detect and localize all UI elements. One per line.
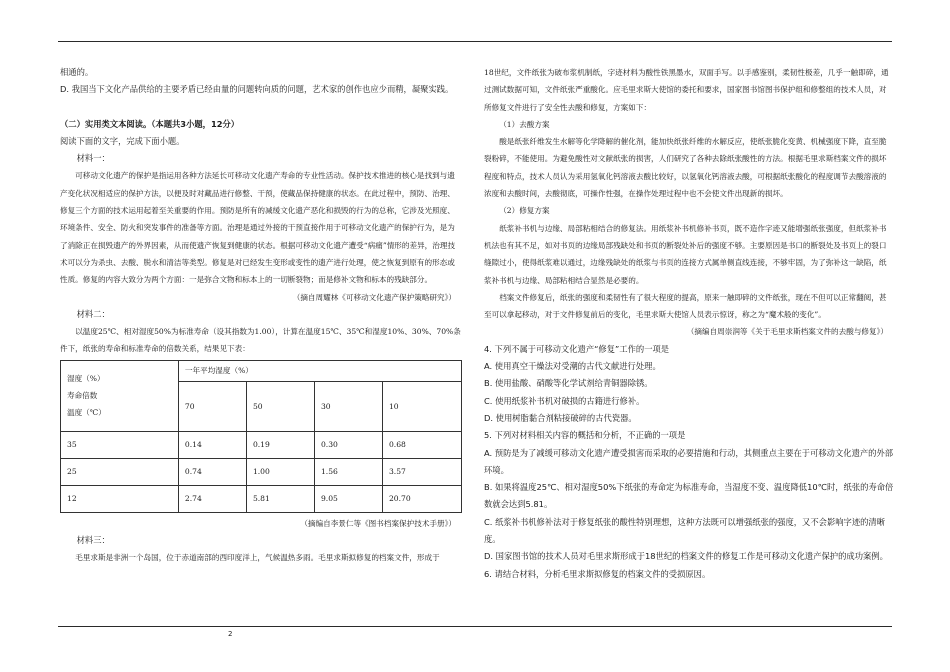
question-5-option-a: A. 预防是为了减缓可移动文化遗产遭受损害而采取的必要措施和行动，其侧重点主要在于可移动文化遗产的外部环境。	[484, 447, 894, 475]
question-5-option-b: B. 如果将温度25℃、相对湿度50%下纸张的寿命定为标准寿命，当湿度不变、温度降低10℃时，纸张的寿命倍数就会达到5.81。	[484, 482, 894, 510]
plan-2-title: （2）修复方案	[499, 206, 550, 216]
question-5-option-c: C. 纸浆补书机修补法对于修复纸张的酸性特别理想，这种方法既可以增强纸张的强度，又不会影响字迹的清晰度。	[484, 516, 886, 545]
plan-1-title: （1）去酸方案	[499, 119, 550, 129]
header-temperature: 温度（℃）	[67, 408, 106, 418]
material-2-text: 以温度25℃、相对湿度50%为标准寿命（设其指数为1.00），计算在温度15℃、35℃和湿度10%、30%、70%条件下，纸张的寿命和标准寿命的倍数关系，结果见下表：	[60, 327, 461, 354]
material-3-text: 毛里求斯是非洲一个岛国，位于赤道南部的西印度洋上，气候温热多雨。毛里求斯拟修复的档案文件，形成于	[75, 553, 440, 563]
instruction: 阅读下面的文字，完成下面小题。	[60, 135, 185, 146]
table-cell: 2.74	[178, 485, 246, 512]
col-header-70: 70	[178, 381, 246, 431]
plan-2-text-2: 档案文件修复后，纸张的强度和柔韧性有了很大程度的提高，原来一触即碎的文件纸张，现在不但可以正常翻阅，甚至可以拿起移动，对于文件修复前后的变化，毛里求斯大使馆人员表示惊讶，称之为“魔术般的变化”。	[484, 292, 887, 320]
question-5: 5. 下列对材料相关内容的概括和分析，不正确的一项是	[484, 430, 686, 441]
paper-life-table	[60, 360, 462, 513]
table-cell: 0.19	[246, 431, 314, 458]
question-4: 4. 下列不属于可移动文化遗产“修复”工作的一项是	[484, 343, 670, 354]
section-title: （二）实用类文本阅读。（本题共3小题，12分）	[60, 118, 240, 129]
material-3-source: （摘编自周崇润等《关于毛里求斯档案文件的去酸与修复》）	[686, 327, 888, 337]
page-number: 2	[228, 630, 233, 638]
table-row	[61, 458, 462, 485]
col-header-10: 10	[382, 381, 461, 431]
col-header-30: 30	[314, 381, 382, 431]
row-temp-35: 35	[61, 431, 179, 458]
plan-2-text: 纸浆补书机与边缘、局部粘相结合的修复法。用纸浆补书机修补书页，既不造作字迹又能增强纸张强度，但纸浆补书机法也有其不足，如对书页的边缘局部残缺处和书页的断裂处补后的强度不够。主要原因是书口的断裂处及书页上的裂口缝隙过小，使得纸浆难以通过，边缘残缺处的纸浆与书页的连接方式属单侧直线连接，不够牢固，为了弥补这一缺陷，纸浆补书机与边缘、局部粘相结合显然是必要的。	[484, 223, 887, 285]
table-cell: 0.68	[382, 431, 461, 458]
question-4-option-d: D. 使用树脂黏合剂粘接破碎的古代瓷器。	[484, 412, 637, 423]
table-cell: 20.70	[382, 485, 461, 512]
header-humidity: 湿度（%）	[67, 374, 105, 384]
footer-rule	[58, 626, 892, 627]
right-column	[484, 64, 894, 583]
table-cell: 0.14	[178, 431, 246, 458]
material-1-source: （摘自周耀林《可移动文化遗产保护策略研究》）	[292, 292, 456, 302]
table-cell: 0.30	[314, 431, 382, 458]
paragraph-tail: 相通的。	[60, 67, 94, 77]
question-6: 6. 请结合材料，分析毛里求斯拟修复的档案文件的受损原因。	[484, 568, 711, 579]
question-4-option-a: A. 使用真空干燥法对受潮的古代文献进行处理。	[484, 361, 661, 372]
table-cell: 1.56	[314, 458, 382, 485]
material-3-label: 材料三：	[76, 535, 110, 546]
material-2-label: 材料二：	[76, 308, 110, 319]
table-cell: 3.57	[382, 458, 461, 485]
plan-1-text: 酸是纸张纤维发生水解等化学降解的催化剂，能加快纸张纤维的水解反应，使纸张脆化变黄、机械强度下降，直至脆裂粉碎，不能使用。为避免酸性对文献纸张的损害，人们研究了各种去除纸张酸性的方法。根据毛里求斯档案文件的损坏程度和特点，技术人员认为采用氢氧化钙溶液去酸比较好，以氢氧化钙溶液去酸，可根据纸张酸化的程度调节去酸溶液的浓度和去酸时间，去酸彻底，可操作性强，在操作处理过程中也不会使文件出现新的损坏。	[484, 137, 887, 199]
material-1-text: 可移动文化遗产的保护是指运用各种方法延长可移动文化遗产寿命的专业性活动。保护技术推进的核心是找到与遗产变化状况相适应的保护方法，以便及时对藏品进行修整、干预，使藏品保持健康的状态。在此过程中，预防、治理、修复三个方面的技术运用起着至关重要的作用。预防是所有的减缓文化遗产恶化和损毁的行为的总称，它涉及光照度、环境条件、安全、防火和突发事件的准备等方面。治理是通过外接的干预直接作用于可移动文化遗产的保护行为，是为了消除正在损毁遗产的外界因素，从而使遗产恢复到健康的状态。根据可移动文化遗产遭受“病痛”情形的差异，治理技术可以分为杀虫、去酸、脱水和清洁等类型。修复是对已经发生变形或变性的遗产进行处理，使之恢复到原有的形态或性质。修复的内容大致分为两个方面：一是弥合文物和标本上的一切断裂物；而是修补文物和标本的残缺部分。	[60, 171, 456, 285]
row-temp-12: 12	[61, 485, 179, 512]
table-row	[61, 431, 462, 458]
table-cell: 5.81	[246, 485, 314, 512]
material-1-label: 材料一：	[76, 153, 110, 164]
table-cell: 9.05	[314, 485, 382, 512]
header-rule	[58, 41, 892, 42]
table-cell: 1.00	[246, 458, 314, 485]
question-4-option-b: B. 使用盐酸、硝酸等化学试剂给青铜器除锈。	[484, 378, 653, 389]
header-life-multiple: 寿命倍数	[67, 391, 98, 401]
material-2-source: （摘编自李景仁等《图书档案保护技术手册》）	[300, 518, 456, 528]
question-5-option-d: D. 国家图书馆的技术人员对毛里求斯形成于18世纪的档案文件的修复工作是可移动文化遗产保护的成功案例。	[484, 551, 888, 562]
table-cell: 0.74	[178, 458, 246, 485]
option-d: D. 我国当下文化产品供给的主要矛盾已经由量的问题转向质的问题，艺术家的创作也应少而精，凝聚实践。	[60, 84, 454, 95]
material-3-continued: 18世纪，文件纸张为破布浆机制纸，字迹材料为酸性铁黑墨水，双面手写。以手感鉴别，柔韧性极差，几乎一触即碎，通过测试数据可知，文件纸张严重酸化。应毛里求斯大使馆的委托和要求，国家图书馆图书保护组和修整组的技术人员，对所修复文件进行了安全性去酸和修复，方案如下：	[484, 68, 889, 112]
row-temp-25: 25	[61, 458, 179, 485]
header-annual-humidity: 一年平均湿度（%）	[178, 360, 461, 381]
table-row	[61, 485, 462, 512]
left-column	[60, 64, 462, 567]
question-4-option-c: C. 使用纸浆补书机对破损的古籍进行修补。	[484, 395, 645, 406]
table-corner-cell	[61, 360, 179, 431]
col-header-50: 50	[246, 381, 314, 431]
